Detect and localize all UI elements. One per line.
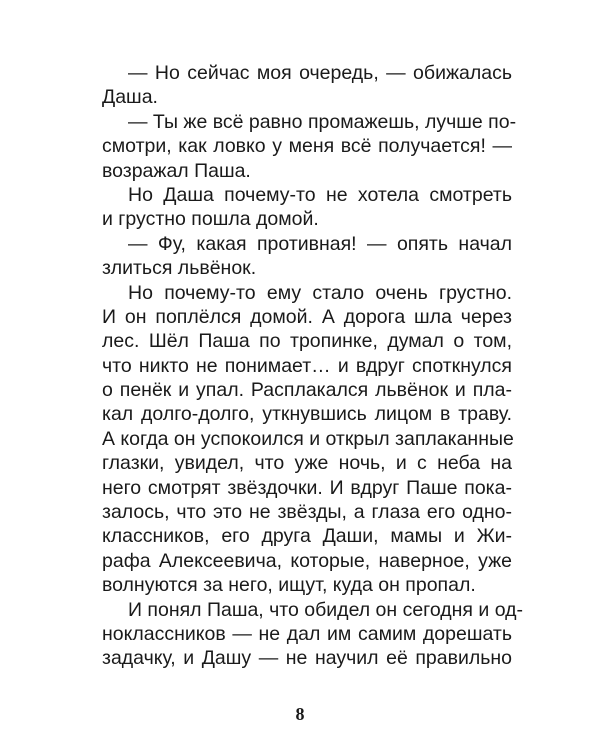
text-line: задачку, и Дашу — не научил её правильно: [102, 647, 512, 670]
text-line: глазки, увидел, что уже ночь, и с неба на: [102, 452, 512, 475]
text-line: — Ты же всё равно промажешь, лучше по-: [128, 110, 517, 133]
text-line: что никто не понимает… и вдруг споткнулся: [102, 354, 512, 377]
text-line: А когда он успокоился и открыл заплаканные: [102, 427, 514, 450]
text-line: Но Даша почему-то не хотела смотреть: [128, 183, 512, 206]
text-line: И он поплёлся домой. А дорога шла через: [102, 305, 512, 328]
text-line: возражал Паша.: [102, 159, 251, 182]
text-line: И понял Паша, что обидел он сегодня и од-: [128, 598, 524, 621]
text-line: него смотрят звёздочки. И вдруг Паше пока-: [102, 476, 512, 499]
text-line: волнуются за него, ищут, куда он пропал.: [102, 574, 476, 597]
text-line: залось, что это не звёзды, а глаза его одно-: [102, 501, 512, 524]
body-text: [102, 61, 524, 671]
text-line: лес. Шёл Паша по тропинке, думал о том,: [102, 330, 512, 353]
text-line: ноклассников — не дал им самим дорешать: [102, 622, 512, 645]
text-line: рафа Алексеевича, которые, наверное, уже: [102, 549, 512, 572]
text-line: о пенёк и упал. Расплакался львёнок и пла-: [102, 379, 512, 402]
text-line: Даша.: [102, 86, 158, 109]
text-line: — Но сейчас моя очередь, — обижалась: [128, 62, 512, 84]
text-line: классников, его друга Даши, мамы и Жи-: [102, 525, 512, 548]
text-line: — Фу, какая противная! — опять начал: [128, 232, 512, 255]
text-line: и грустно пошла домой.: [102, 208, 319, 231]
text-line: смотри, как ловко у меня всё получается! —: [102, 135, 512, 158]
text-line: кал долго-долго, уткнувшись лицом в траву.: [102, 403, 512, 426]
text-line: Но почему-то ему стало очень грустно.: [128, 281, 512, 304]
page-number: 8: [295, 704, 305, 724]
text-line: злиться львёнок.: [102, 257, 257, 280]
